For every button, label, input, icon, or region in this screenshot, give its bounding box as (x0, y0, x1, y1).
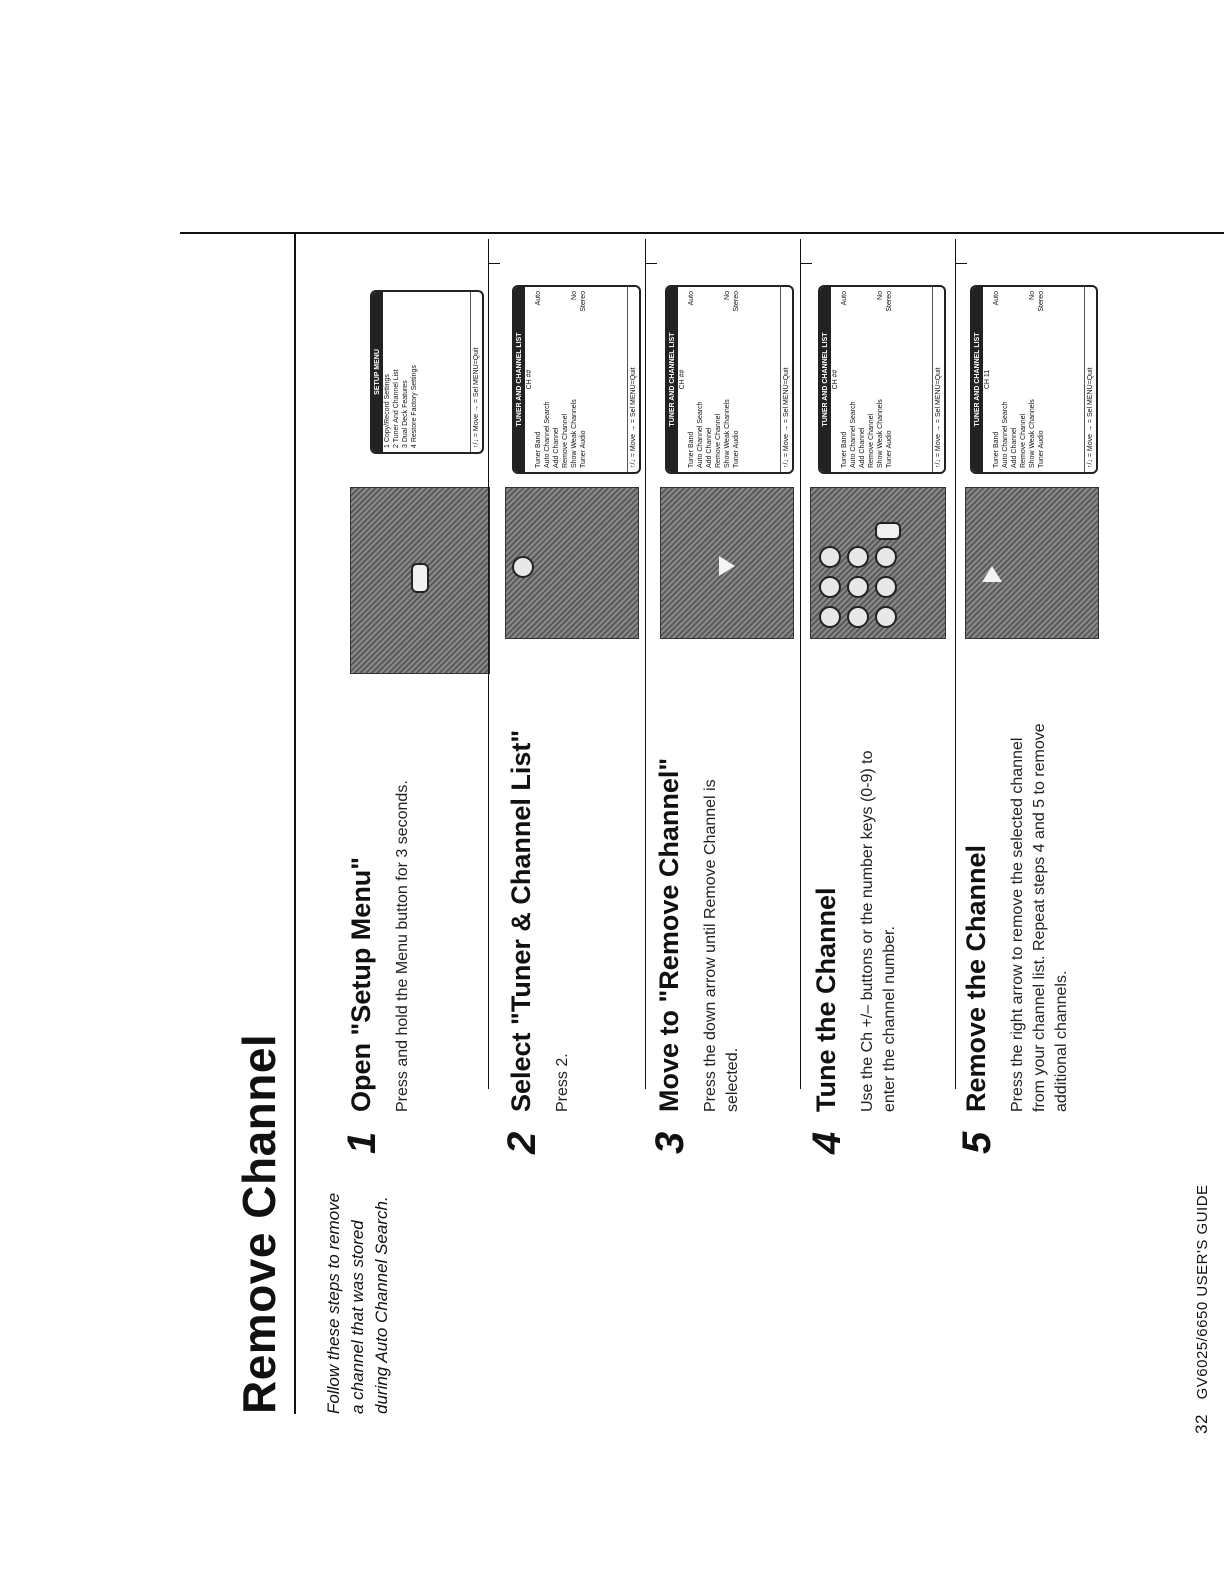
menu-item: Auto Channel Search (850, 401, 857, 468)
number-key-icon (875, 606, 897, 628)
number-key-icon (819, 546, 841, 568)
menu-title: TUNER AND CHANNEL LIST (820, 287, 831, 472)
step-body: Use the Ch +/– buttons or the number keys (0-9) to enter the channel number. (859, 750, 898, 1112)
menu-item: Show Weak Channels No (571, 291, 578, 468)
menu-item: Tuner Audio Stereo (733, 291, 740, 468)
step-heading: Tune the Channel (811, 887, 841, 1112)
page-title: Remove Channel (233, 1033, 285, 1414)
step-body: Press the right arrow to remove the selected channel from your channel list. Repeat steps 4 and 5 to remove additional channels. (1009, 723, 1070, 1112)
menu-item: Remove Channel (715, 413, 722, 468)
menu-item: 3 Dual Deck Features (402, 380, 409, 448)
number-key-icon (819, 606, 841, 628)
page-footer (1192, 1184, 1212, 1434)
step-number: 4 (805, 1131, 849, 1154)
menu-item: Show Weak Channels No (877, 291, 884, 468)
menu-item: Add Channel (553, 427, 560, 468)
number-key-icon (819, 576, 841, 598)
number-key-icon (847, 606, 869, 628)
step-number: 2 (500, 1131, 544, 1154)
intro-text: Follow these steps to remove a channel that was stored during Auto Channel Search. (324, 1192, 391, 1414)
number-2-button-icon (512, 556, 534, 578)
step-number: 3 (648, 1131, 692, 1154)
down-arrow-icon (719, 556, 735, 576)
menu-item: Remove Channel (868, 413, 875, 468)
menu-item: Auto Channel Search (544, 401, 551, 468)
step-heading: Remove the Channel (961, 844, 991, 1112)
menu-button-icon (411, 563, 429, 593)
menu-item: 1 Copy/Record Settings (384, 374, 391, 448)
menu-item: Add Channel (1011, 427, 1018, 468)
setup-menu-screen (370, 290, 484, 454)
menu-item: Auto Channel Search (697, 401, 704, 468)
row-divider (488, 239, 489, 1089)
top-rule (180, 232, 1224, 234)
tuner-menu-screen (512, 285, 641, 474)
menu-title: SETUP MENU (372, 292, 383, 452)
menu-channel: CH ## (679, 369, 686, 390)
menu-item: Tuner Band Auto (993, 291, 1000, 468)
row-divider (800, 239, 801, 1089)
step-heading: Move to "Remove Channel" (654, 757, 684, 1112)
step-number: 1 (340, 1131, 384, 1154)
remote-photo-right-arrow (965, 487, 1099, 639)
menu-title: TUNER AND CHANNEL LIST (972, 287, 983, 472)
tuner-menu-screen (665, 285, 794, 474)
menu-channel: CH 11 (984, 369, 991, 390)
number-key-icon (847, 546, 869, 568)
menu-item: Show Weak Channels No (1029, 291, 1036, 468)
menu-item: Tuner Audio Stereo (1038, 291, 1045, 468)
step-heading: Select "Tuner & Channel List" (506, 729, 536, 1112)
menu-footer: ↑/↓ = Move → = Sel MENU=Quit (1084, 287, 1096, 472)
remote-photo-number-2 (505, 487, 639, 639)
menu-channel: CH ## (832, 369, 839, 390)
channel-key-icon (875, 522, 901, 540)
menu-footer: ↑/↓ = Move → = Sel MENU=Quit (932, 287, 944, 472)
menu-title: TUNER AND CHANNEL LIST (667, 287, 678, 472)
row-divider (645, 239, 646, 1089)
menu-item: Add Channel (859, 427, 866, 468)
row-tick (955, 263, 967, 264)
step-heading: Open "Setup Menu" (346, 856, 376, 1112)
remote-photo-menu-button (350, 487, 490, 674)
menu-item: Add Channel (706, 427, 713, 468)
number-key-icon (847, 576, 869, 598)
tuner-menu-screen (970, 285, 1098, 474)
menu-item: Remove Channel (1020, 413, 1027, 468)
menu-footer: ↑/↓ = Move → = Sel MENU=Quit (470, 292, 482, 452)
page-number: 32 (1192, 1414, 1211, 1434)
remote-photo-down-arrow (660, 487, 794, 639)
menu-item: 4 Restore Factory Settings (411, 365, 418, 448)
step-number: 5 (955, 1131, 999, 1154)
menu-footer: ↑/↓ = Move → = Sel MENU=Quit (780, 287, 792, 472)
menu-channel: CH ## (526, 369, 533, 390)
right-arrow-icon (982, 566, 1002, 582)
title-rule (294, 234, 296, 1414)
menu-item: Show Weak Channels No (724, 291, 731, 468)
menu-item: Tuner Audio Stereo (886, 291, 893, 468)
step-body: Press 2. (554, 1053, 571, 1112)
step-body: Press the down arrow until Remove Channel is selected. (702, 779, 741, 1112)
number-key-icon (875, 576, 897, 598)
menu-item: Auto Channel Search (1002, 401, 1009, 468)
number-key-icon (875, 546, 897, 568)
menu-footer: ↑/↓ = Move → = Sel MENU=Quit (627, 287, 639, 472)
menu-item: 2 Tuner And Channel List (393, 369, 400, 448)
remote-photo-number-keys (810, 487, 946, 639)
tuner-menu-screen (818, 285, 946, 474)
row-tick (800, 263, 812, 264)
row-tick (488, 263, 500, 264)
step-body: Press and hold the Menu button for 3 seconds. (394, 780, 411, 1112)
menu-title: TUNER AND CHANNEL LIST (514, 287, 525, 472)
row-divider (955, 239, 956, 1089)
menu-item: Tuner Band Auto (841, 291, 848, 468)
menu-item: Tuner Audio Stereo (580, 291, 587, 468)
row-tick (645, 263, 657, 264)
menu-item: Remove Channel (562, 413, 569, 468)
guide-name: GV6025/6650 USER'S GUIDE (1194, 1184, 1211, 1400)
menu-item: Tuner Band Auto (688, 291, 695, 468)
menu-item: Tuner Band Auto (535, 291, 542, 468)
